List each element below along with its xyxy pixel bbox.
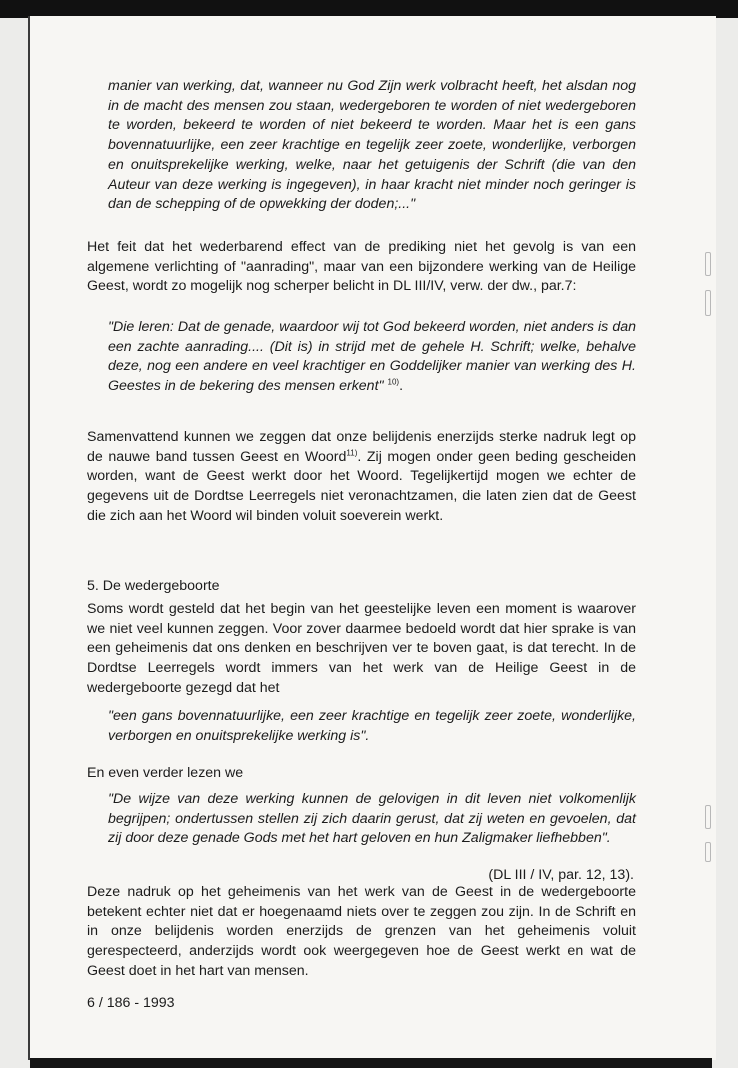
quote-dl-part: manier van werking, dat, wanneer nu God Zijn werk volbracht heeft, het alsdan nog in de macht des mensen zou staan, wedergeboren te worden of niet wedergeboren te worden, bekeerd te worden of niet bekeerd te worden. Maar het is een gans bovennatuurlijke, een zeer krachtige en tegelijk zeer zoete, wonderlijke, verborgen en onuitsprekelijke werking, welke, naar het getuigenis der Schrift (die van den Auteur van deze werking is ingegeven), in haar kracht niet minder noch geringer is dan de schepping of de opwekking der doden;..." — [108, 78, 636, 213]
paragraph-even-verder: En even verder lezen we — [87, 765, 244, 781]
section-heading: 5. De wedergeboorte — [87, 578, 220, 594]
quote-bovennatuurlijke: "een gans bovennatuurlijke, een zeer krachtige en tegelijk zeer zoete, wonderlijke, verborgen en onuitsprekelijke werking is". — [108, 708, 636, 744]
footnote-ref-10: 10) — [387, 377, 400, 387]
footnote-ref-11: 11) — [346, 447, 358, 457]
paragraph-soms: Soms wordt gesteld dat het begin van het geestelijke leven een moment is waarover we niet veel kunnen zeggen. Voor zover daarmee bedoeld wordt dat hier sprake is van een geheimenis dat ons denken en beschrijven ver te boven gaat, is dat terecht. In de Dordtse Leerregels wordt immers van het werk van de Heilige Geest in de wedergeboorte gezegd dat het — [87, 601, 636, 696]
reference-dl: (DL III / IV, par. 12, 13). — [488, 867, 634, 883]
paragraph-samenvattend-a: Samenvattend kunnen we zeggen dat onze belijdenis enerzijds sterke nadruk legt op de nauwe band tussen Geest en Woord — [87, 429, 636, 465]
quote-de-wijze: "De wijze van deze werking kunnen de gelovigen in dit leven niet volkomenlijk begrijpen; ondertussen stellen zij zich daarin gerust, dat zij weten en gevoelen, dat zij door deze genade Gods met het hart geloven en hun Zaligmaker liefhebben". — [108, 791, 636, 847]
scan-bottom-edge — [30, 1058, 712, 1068]
quote-die-leren-end: . — [399, 378, 404, 395]
paragraph-samenvattend-b: . Zij mogen onder geen beding gescheiden worden, want de Geest werkt door het Woord. Tegelijkertijd mogen we echter de gegevens uit de Dordtse Leerregels niet veronachtzamen, die laten zien dat de Geest die zich aan het Woord wil binden voluit soeverein werkt. — [87, 448, 637, 524]
paragraph-verlichting: Het feit dat het wederbarend effect van de prediking niet het gevolg is van een algemene verlichting of "aanrading", maar van een bijzondere werking van de Heilige Geest, wordt zo mogelijk nog scherper belicht in DL III/IV, verw. der dw., par.7: — [87, 239, 636, 295]
paragraph-samenvattend — [87, 428, 636, 527]
page-footer: 6 / 186 - 1993 — [87, 995, 175, 1011]
paragraph-deze-nadruk: Deze nadruk op het geheimenis van het werk van de Geest in de wedergeboorte betekent echter niet dat er hoegenaamd niets over te zeggen zou zijn. In de Schrift en in onze belijdenis worden enerzijds de grenzen van het geheimenis voluit gerespecteerd, anderzijds wordt ook weergegeven hoe de Geest werkt en wat de Geest doet in het hart van mensen. — [87, 884, 636, 979]
quote-die-leren-text: "Die leren: Dat de genade, waardoor wij tot God bekeerd worden, niet anders is dan een zachte aanrading.... (Dit is) in strijd met de gehele H. Schrift; welke, behalve deze, nog een andere en veel krachtiger en Goddelijker manier van werking des H. Geestes in de bekering des mensen erkent" — [108, 319, 636, 395]
quote-die-leren — [108, 318, 636, 397]
